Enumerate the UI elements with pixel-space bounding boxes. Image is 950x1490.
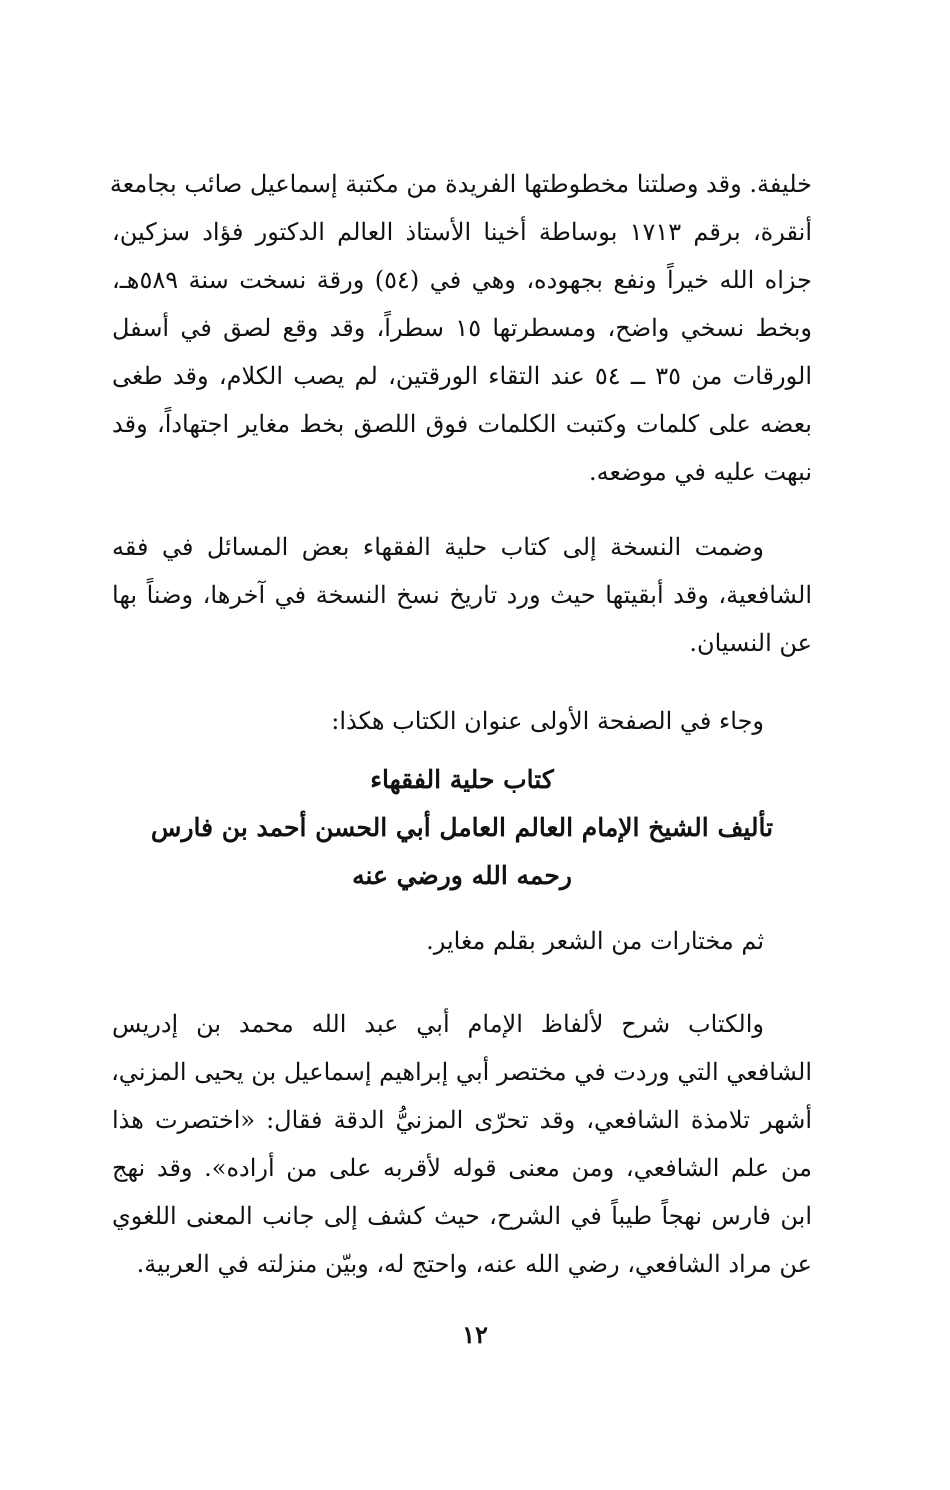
book-title: كتاب حلية الفقهاء [370, 765, 554, 794]
text-line: عن النسيان. [689, 629, 812, 657]
text-line: جزاه الله خيراً ونفع بجهوده، وهي في (٥٤) ورقة نسخت سنة ٥٨٩هـ، [112, 266, 813, 294]
text-line: الشافعية، وقد أبقيتها حيث ورد تاريخ نسخ النسخة في آخرها، وضناً بها [112, 581, 812, 609]
paragraph-appended-issues [112, 523, 812, 667]
book-title-block [112, 756, 812, 900]
text-line: ثم مختارات من الشعر بقلم مغاير. [426, 927, 764, 955]
text-line: بعضه على كلمات وكتبت الكلمات فوق اللصق بخط مغاير اجتهاداً، وقد [112, 410, 812, 438]
text-line: وضمت النسخة إلى كتاب حلية الفقهاء بعض المسائل في فقه [112, 533, 765, 561]
text-line: نبهت عليه في موضعه. [589, 458, 812, 486]
blessing-line: رحمه الله ورضي عنه [352, 861, 572, 890]
text-line: من علم الشافعي، ومن معنى قوله لأقربه على من أراده». وقد نهج [112, 1154, 812, 1182]
text-line: أشهر تلامذة الشافعي، وقد تحرّى المزنيُّ الدقة فقال: «اختصرت هذا [112, 1106, 813, 1134]
title-intro-paragraph [112, 697, 812, 745]
text-line: وبخط نسخي واضح، ومسطرتها ١٥ سطراً، وقد وقع لصق في أسفل [112, 314, 813, 342]
paragraph-book-summary [112, 1000, 812, 1288]
text-line: خليفة. وقد وصلتنا مخطوطتها الفريدة من مكتبة إسماعيل صائب بجامعة [109, 170, 812, 198]
author-line: تأليف الشيخ الإمام العالم العامل أبي الحسن أحمد بن فارس [150, 813, 774, 842]
text-line: الشافعي التي وردت في مختصر أبي إبراهيم إسماعيل بن يحيى المزني، [111, 1058, 812, 1086]
text-line: أنقرة، برقم ١٧١٣ بوساطة أخينا الأستاذ العالم الدكتور فؤاد سزكين، [112, 218, 812, 246]
text-line: الورقات من ٣٥ ــ ٥٤ عند التقاء الورقتين، لم يصب الكلام، وقد طغى [112, 362, 812, 390]
page-number: ١٢ [462, 1320, 488, 1349]
text-line: ابن فارس نهجاً طيباً في الشرح، حيث كشف إلى جانب المعنى اللغوي [112, 1202, 812, 1230]
text-line: وجاء في الصفحة الأولى عنوان الكتاب هكذا: [331, 707, 764, 735]
paragraph-manuscript-description [109, 160, 813, 496]
poetry-note-paragraph [112, 917, 812, 965]
text-line: عن مراد الشافعي، رضي الله عنه، واحتج له، وبيّن منزلته في العربية. [136, 1250, 812, 1278]
text-line: والكتاب شرح لألفاظ الإمام أبي عبد الله محمد بن إدريس [112, 1010, 764, 1038]
